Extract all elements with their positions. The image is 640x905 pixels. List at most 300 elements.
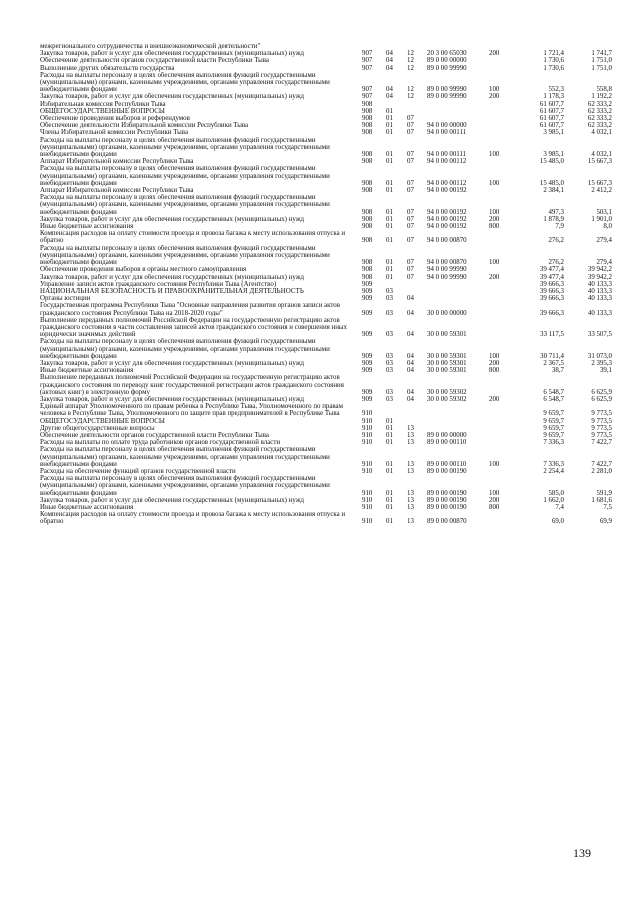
row-grbs-code: 908 bbox=[362, 122, 373, 130]
row-name: Расходы на выплаты персоналу в целях обеспечения выполнения функций государственными (муниципальными) органами, казенными учреждениями, органами управления государственными внебюджетными фондами bbox=[40, 165, 330, 187]
row-expense-type-code: 100 bbox=[489, 86, 500, 94]
row-amount-year-1: 9 659,7 bbox=[543, 431, 564, 439]
row-name: Закупка товаров, работ и услуг для обеспечения государственных (муниципальных) нужд bbox=[40, 496, 304, 504]
row-amount-year-2: 9 773,5 bbox=[591, 431, 612, 439]
table-row bbox=[40, 245, 612, 267]
row-expense-type-code bbox=[489, 65, 519, 72]
table-row bbox=[40, 504, 612, 511]
row-grbs-code: 910 bbox=[362, 489, 373, 497]
row-target-article-code: 94 0 00 00192 bbox=[427, 223, 467, 231]
row-target-article-code bbox=[427, 115, 489, 122]
row-section-code: 04 bbox=[386, 64, 393, 72]
row-amount-year-2: 40 133,3 bbox=[587, 287, 612, 295]
row-subsection-code: 13 bbox=[407, 467, 414, 475]
row-subsection-code: 12 bbox=[407, 50, 414, 58]
row-section-code: 03 bbox=[386, 309, 393, 317]
row-target-article-code: 94 0 00 00111 bbox=[427, 151, 467, 159]
row-section-code: 03 bbox=[386, 388, 393, 396]
row-section-code: 03 bbox=[386, 295, 393, 303]
row-expense-type-code bbox=[489, 439, 519, 446]
row-section-code: 01 bbox=[386, 179, 393, 187]
row-amount-year-2: 279,4 bbox=[596, 259, 612, 267]
row-expense-type-code: 100 bbox=[489, 179, 500, 187]
row-section-code: 01 bbox=[386, 151, 393, 159]
row-subsection-code bbox=[407, 418, 427, 425]
row-subsection-code: 04 bbox=[407, 395, 414, 403]
row-target-article-code: 94 0 00 00112 bbox=[427, 158, 467, 166]
row-name: Расходы на выплаты персоналу в целях обеспечения выполнения функций государственными (муниципальными) органами, казенными учреждениями, органами управления государственными внебюджетными фондами bbox=[40, 446, 330, 468]
row-target-article-code bbox=[427, 288, 489, 295]
row-expense-type-code bbox=[489, 122, 519, 129]
row-name: Избирательная комиссия Республики Тыва bbox=[40, 100, 166, 108]
row-amount-year-2: 62 333,2 bbox=[587, 122, 612, 130]
row-amount-year-1: 276,2 bbox=[548, 259, 564, 267]
row-name: Компенсация расходов на оплату стоимости проезда и провоза багажа к месту использования отпуска и обратно bbox=[40, 511, 346, 526]
row-grbs-code: 908 bbox=[362, 129, 373, 137]
row-amount-year-2: 9 773,5 bbox=[591, 410, 612, 418]
row-name: Иные бюджетные ассигнования bbox=[40, 367, 134, 375]
row-target-article-code bbox=[427, 108, 489, 115]
row-grbs-code: 907 bbox=[362, 86, 373, 94]
row-target-article-code: 94 0 00 99990 bbox=[427, 273, 467, 281]
row-name: ОБЩЕГОСУДАРСТВЕННЫЕ ВОПРОСЫ bbox=[40, 417, 165, 425]
row-name: Единый аппарат Уполномоченного по правам ребенка в Республике Тыва, Уполномоченного по правам человека в Республике Тыва, Уполномоченного по защите прав предпринимателей в Республике Тыва bbox=[40, 403, 343, 418]
row-subsection-code: 04 bbox=[407, 359, 414, 367]
row-grbs-code: 910 bbox=[362, 424, 373, 432]
row-target-article-code: 89 0 00 00870 bbox=[427, 518, 467, 526]
row-target-article-code: 30 0 00 59301 bbox=[427, 352, 467, 360]
row-section-code: 01 bbox=[386, 208, 393, 216]
row-amount-year-1: 39 666,3 bbox=[539, 287, 564, 295]
row-amount-year-2: 2 395,3 bbox=[591, 359, 612, 367]
row-target-article-code: 30 0 00 59301 bbox=[427, 331, 467, 339]
row-name: Компенсация расходов на оплату стоимости проезда и провоза багажа к месту использования отпуска и обратно bbox=[40, 230, 346, 245]
row-expense-type-code bbox=[489, 317, 519, 339]
row-amount-year-1: 497,3 bbox=[548, 208, 564, 216]
row-amount-year-2: 1 901,0 bbox=[591, 215, 612, 223]
row-subsection-code: 04 bbox=[407, 331, 414, 339]
row-amount-year-2: 8,0 bbox=[603, 223, 612, 231]
row-grbs-code: 908 bbox=[362, 107, 373, 115]
row-amount-year-2: 2 412,2 bbox=[591, 187, 612, 195]
row-amount-year-1: 39 477,4 bbox=[539, 266, 564, 274]
row-grbs-code: 910 bbox=[362, 439, 373, 447]
row-expense-type-code bbox=[489, 418, 519, 425]
row-section-code bbox=[386, 101, 407, 108]
row-expense-type-code: 200 bbox=[489, 496, 500, 504]
row-target-article-code: 30 0 00 59301 bbox=[427, 359, 467, 367]
row-name: Расходы на выплаты персоналу в целях обеспечения выполнения функций государственными (муниципальными) органами, казенными учреждениями, органами управления государственными внебюджетными фондами bbox=[40, 475, 330, 497]
row-amount-year-2: 69,9 bbox=[599, 518, 612, 526]
row-amount-year-1: 6 548,7 bbox=[543, 388, 564, 396]
row-expense-type-code bbox=[489, 281, 519, 288]
row-section-code: 01 bbox=[386, 496, 393, 504]
row-subsection-code: 07 bbox=[407, 129, 414, 137]
row-amount-year-2: 503,1 bbox=[596, 208, 612, 216]
table-row bbox=[40, 101, 612, 108]
table-row bbox=[40, 295, 612, 302]
table-row bbox=[40, 446, 612, 468]
row-name: Иные бюджетные ассигнования bbox=[40, 504, 134, 511]
row-expense-type-code bbox=[489, 288, 519, 295]
row-subsection-code: 04 bbox=[407, 367, 414, 375]
row-subsection-code: 13 bbox=[407, 504, 414, 511]
row-expense-type-code: 200 bbox=[489, 215, 500, 223]
row-target-article-code bbox=[427, 43, 489, 50]
row-section-code: 01 bbox=[386, 417, 393, 425]
row-amount-year-1: 9 659,7 bbox=[543, 417, 564, 425]
table-row bbox=[40, 122, 612, 129]
row-amount-year-1: 276,2 bbox=[548, 237, 564, 245]
row-section-code: 01 bbox=[386, 158, 393, 166]
row-grbs-code: 908 bbox=[362, 100, 373, 108]
row-grbs-code: 907 bbox=[362, 50, 373, 58]
row-subsection-code: 04 bbox=[407, 309, 414, 317]
row-grbs-code: 908 bbox=[362, 273, 373, 281]
row-subsection-code: 13 bbox=[407, 460, 414, 468]
row-section-code: 01 bbox=[386, 115, 393, 123]
row-section-code: 01 bbox=[386, 223, 393, 231]
row-target-article-code: 94 0 00 99990 bbox=[427, 266, 467, 274]
row-grbs-code: 909 bbox=[362, 352, 373, 360]
row-amount-year-1: 15 485,0 bbox=[539, 179, 564, 187]
row-target-article-code bbox=[427, 281, 489, 288]
row-amount-year-2: 1 751,0 bbox=[591, 57, 612, 65]
row-amount-year-1: 61 607,7 bbox=[539, 115, 564, 123]
table-row bbox=[40, 137, 612, 159]
row-section-code: 01 bbox=[386, 489, 393, 497]
row-subsection-code: 07 bbox=[407, 122, 414, 130]
page-number: 139 bbox=[573, 846, 591, 860]
row-section-code: 03 bbox=[386, 367, 393, 375]
row-amount-year-1: 39 477,4 bbox=[539, 273, 564, 281]
row-amount-year-1: 39 666,3 bbox=[539, 309, 564, 317]
row-expense-type-code bbox=[489, 187, 519, 194]
row-amount-year-1: 61 607,7 bbox=[539, 122, 564, 130]
row-amount-year-1: 38,7 bbox=[551, 367, 564, 375]
row-name: Органы юстиции bbox=[40, 295, 91, 303]
row-name: Закупка товаров, работ и услуг для обеспечения государственных (муниципальных) нужд bbox=[40, 273, 304, 281]
row-amount-year-1: 9 659,7 bbox=[543, 424, 564, 432]
row-name: Иные бюджетные ассигнования bbox=[40, 223, 134, 231]
row-target-article-code: 30 0 00 59301 bbox=[427, 367, 467, 375]
row-amount-year-2: 15 667,3 bbox=[587, 158, 612, 166]
row-expense-type-code: 200 bbox=[489, 93, 500, 101]
row-section-code: 03 bbox=[386, 352, 393, 360]
row-grbs-code: 909 bbox=[362, 295, 373, 303]
row-expense-type-code bbox=[489, 108, 519, 115]
row-expense-type-code bbox=[489, 57, 519, 64]
row-amount-year-1: 7 336,3 bbox=[543, 460, 564, 468]
row-grbs-code: 908 bbox=[362, 259, 373, 267]
table-row bbox=[40, 129, 612, 136]
row-section-code: 01 bbox=[386, 273, 393, 281]
row-name: Обеспечение проведения выборов и референдумов bbox=[40, 115, 190, 123]
row-amount-year-2: 1 751,0 bbox=[591, 64, 612, 72]
row-grbs-code: 909 bbox=[362, 367, 373, 375]
row-subsection-code bbox=[407, 108, 427, 115]
row-amount-year-1: 3 985,1 bbox=[543, 151, 564, 159]
row-grbs-code: 910 bbox=[362, 410, 373, 418]
row-expense-type-code: 800 bbox=[489, 504, 500, 511]
row-subsection-code: 04 bbox=[407, 352, 414, 360]
row-grbs-code: 907 bbox=[362, 57, 373, 65]
row-amount-year-1: 39 666,3 bbox=[539, 280, 564, 288]
row-grbs-code: 909 bbox=[362, 309, 373, 317]
row-name: Закупка товаров, работ и услуг для обеспечения государственных (муниципальных) нужд bbox=[40, 215, 304, 223]
row-target-article-code: 94 0 00 00192 bbox=[427, 208, 467, 216]
row-target-article-code bbox=[427, 418, 489, 425]
row-expense-type-code: 200 bbox=[489, 273, 500, 281]
table-row bbox=[40, 288, 612, 295]
row-expense-type-code bbox=[489, 295, 519, 302]
row-subsection-code: 07 bbox=[407, 151, 414, 159]
row-section-code: 01 bbox=[386, 504, 393, 511]
row-target-article-code: 89 0 00 99990 bbox=[427, 93, 467, 101]
row-amount-year-2: 1 192,2 bbox=[591, 93, 612, 101]
row-amount-year-2: 4 032,1 bbox=[591, 151, 612, 159]
row-amount-year-1: 2 254,4 bbox=[543, 467, 564, 475]
row-grbs-code: 907 bbox=[362, 93, 373, 101]
row-expense-type-code: 200 bbox=[489, 395, 500, 403]
row-subsection-code: 07 bbox=[407, 237, 414, 245]
budget-table bbox=[40, 43, 612, 526]
row-amount-year-2: 279,4 bbox=[596, 237, 612, 245]
row-section-code: 01 bbox=[386, 122, 393, 130]
row-amount-year-1: 1 662,0 bbox=[543, 496, 564, 504]
row-amount-year-2: 39 942,2 bbox=[587, 266, 612, 274]
table-row bbox=[40, 497, 612, 504]
row-amount-year-2: 558,8 bbox=[596, 86, 612, 94]
row-amount-year-1: 1 178,3 bbox=[543, 93, 564, 101]
row-target-article-code: 94 0 00 00192 bbox=[427, 215, 467, 223]
row-subsection-code bbox=[407, 101, 427, 108]
row-subsection-code: 07 bbox=[407, 266, 414, 274]
table-row bbox=[40, 187, 612, 194]
row-subsection-code: 13 bbox=[407, 518, 414, 526]
row-target-article-code: 89 0 00 00190 bbox=[427, 504, 467, 511]
row-amount-year-1: 61 607,7 bbox=[539, 107, 564, 115]
row-target-article-code bbox=[427, 425, 489, 432]
table-row bbox=[40, 266, 612, 273]
row-amount-year-1: 7 336,3 bbox=[543, 439, 564, 447]
row-grbs-code: 908 bbox=[362, 223, 373, 231]
table-row bbox=[40, 302, 612, 316]
row-subsection-code: 12 bbox=[407, 86, 414, 94]
row-amount-year-2: 7 422,7 bbox=[591, 439, 612, 447]
row-section-code: 01 bbox=[386, 215, 393, 223]
row-amount-year-1: 6 548,7 bbox=[543, 395, 564, 403]
row-subsection-code: 04 bbox=[407, 295, 414, 303]
row-name: Обеспечение проведения выборов в органы местного самоуправления bbox=[40, 266, 247, 274]
row-target-article-code: 89 0 00 00000 bbox=[427, 57, 467, 65]
row-amount-year-1: 552,3 bbox=[548, 86, 564, 94]
table-row bbox=[40, 439, 612, 446]
row-target-article-code: 30 0 00 59302 bbox=[427, 395, 467, 403]
row-expense-type-code bbox=[489, 129, 519, 136]
row-name: Другие общегосударственные вопросы bbox=[40, 424, 155, 432]
row-grbs-code: 909 bbox=[362, 280, 373, 288]
row-target-article-code: 89 0 00 99990 bbox=[427, 64, 467, 72]
row-grbs-code: 910 bbox=[362, 518, 373, 526]
row-grbs-code: 907 bbox=[362, 64, 373, 72]
row-section-code: 03 bbox=[386, 395, 393, 403]
row-amount-year-2: 9 773,5 bbox=[591, 424, 612, 432]
table-row bbox=[40, 367, 612, 374]
row-name: Закупка товаров, работ и услуг для обеспечения государственных (муниципальных) нужд bbox=[40, 359, 304, 367]
row-section-code bbox=[386, 403, 407, 417]
row-amount-year-1: 33 117,5 bbox=[540, 331, 564, 339]
row-amount-year-1: 7,4 bbox=[555, 504, 564, 511]
row-expense-type-code bbox=[489, 403, 519, 417]
row-name: Расходы на выплаты персоналу в целях обеспечения выполнения функций государственными (муниципальными) органами, казенными учреждениями, органами управления государственными внебюджетными фондами bbox=[40, 244, 330, 267]
table-row bbox=[40, 93, 612, 100]
row-grbs-code: 910 bbox=[362, 496, 373, 504]
row-subsection-code bbox=[407, 281, 427, 288]
row-subsection-code: 07 bbox=[407, 208, 414, 216]
row-target-article-code: 89 0 00 00190 bbox=[427, 496, 467, 504]
row-target-article-code bbox=[427, 295, 489, 302]
row-amount-year-1: 1 730,6 bbox=[543, 57, 564, 65]
row-amount-year-2: 62 333,2 bbox=[587, 115, 612, 123]
row-amount-year-2: 40 133,3 bbox=[587, 309, 612, 317]
row-amount-year-1: 1 730,6 bbox=[543, 64, 564, 72]
row-section-code: 01 bbox=[386, 187, 393, 195]
row-grbs-code: 910 bbox=[362, 467, 373, 475]
row-name: межрегионального сотрудничества и внешнеэкономической деятельности" bbox=[40, 43, 261, 50]
row-subsection-code: 13 bbox=[407, 496, 414, 504]
table-row bbox=[40, 274, 612, 281]
row-grbs-code: 908 bbox=[362, 151, 373, 159]
row-grbs-code: 908 bbox=[362, 115, 373, 123]
row-section-code: 01 bbox=[386, 424, 393, 432]
row-expense-type-code: 100 bbox=[489, 151, 500, 159]
row-section-code: 04 bbox=[386, 93, 393, 101]
table-row bbox=[40, 317, 612, 339]
row-name: Выполнение переданных полномочий Российской Федерации на государственную регистрацию актов гражданского состояния по переводу книг государственной регистрации актов гражданского состояния (актовых книг) в электронную форму bbox=[40, 374, 344, 396]
row-grbs-code: 908 bbox=[362, 179, 373, 187]
row-name: Выполнение переданных полномочий Российской Федерации на государственную регистрацию актов гражданского состояния в части составления записей актов гражданского состояния и совершения иных юридически значимых действий bbox=[40, 316, 347, 339]
row-amount-year-2: 40 133,3 bbox=[587, 295, 612, 303]
row-subsection-code: 12 bbox=[407, 93, 414, 101]
row-subsection-code: 04 bbox=[407, 388, 414, 396]
row-section-code: 01 bbox=[386, 107, 393, 115]
row-amount-year-2: 7,5 bbox=[603, 504, 612, 511]
row-grbs-code: 909 bbox=[362, 388, 373, 396]
row-grbs-code: 908 bbox=[362, 237, 373, 245]
row-expense-type-code bbox=[489, 101, 519, 108]
row-name: Расходы на выплаты персоналу в целях обеспечения выполнения функций государственными (муниципальными) органами, казенными учреждениями, органами управления государственными внебюджетными фондами bbox=[40, 71, 330, 94]
budget-table-body bbox=[40, 43, 612, 526]
row-section-code: 01 bbox=[386, 237, 393, 245]
row-expense-type-code: 200 bbox=[489, 359, 500, 367]
row-name: Обеспечение деятельности Избирательной комиссии Республики Тыва bbox=[40, 122, 249, 130]
row-section-code: 04 bbox=[386, 50, 393, 58]
row-subsection-code bbox=[407, 43, 427, 50]
table-row bbox=[40, 165, 612, 187]
row-section-code: 01 bbox=[386, 431, 393, 439]
row-expense-type-code bbox=[489, 158, 519, 165]
row-expense-type-code bbox=[489, 468, 519, 475]
table-row bbox=[40, 158, 612, 165]
row-grbs-code: 908 bbox=[362, 266, 373, 274]
row-name: Расходы на выплаты персоналу в целях обеспечения выполнения функций государственными (муниципальными) органами, казенными учреждениями, органами управления государственными внебюджетными фондами bbox=[40, 338, 330, 360]
row-grbs-code: 910 bbox=[362, 417, 373, 425]
row-target-article-code: 30 0 00 59302 bbox=[427, 388, 467, 396]
row-subsection-code: 07 bbox=[407, 259, 414, 267]
row-section-code: 01 bbox=[386, 259, 393, 267]
row-expense-type-code: 100 bbox=[489, 208, 500, 216]
row-expense-type-code bbox=[489, 115, 519, 122]
row-amount-year-2: 33 507,5 bbox=[587, 331, 612, 339]
row-expense-type-code: 100 bbox=[489, 489, 500, 497]
row-section-code: 01 bbox=[386, 266, 393, 274]
table-row bbox=[40, 72, 612, 94]
row-section-code: 04 bbox=[386, 86, 393, 94]
row-amount-year-2: 9 773,5 bbox=[591, 417, 612, 425]
row-amount-year-1: 3 985,1 bbox=[543, 129, 564, 137]
row-target-article-code bbox=[427, 403, 489, 417]
row-target-article-code: 89 0 00 00110 bbox=[427, 460, 467, 468]
row-name: Аппарат Избирательной комиссии Республики Тыва bbox=[40, 158, 194, 166]
row-section-code bbox=[386, 281, 407, 288]
table-row bbox=[40, 50, 612, 57]
row-section-code: 01 bbox=[386, 439, 393, 447]
row-expense-type-code bbox=[489, 302, 519, 316]
row-target-article-code: 94 0 00 00192 bbox=[427, 187, 467, 195]
row-target-article-code: 94 0 00 00112 bbox=[427, 179, 467, 187]
row-amount-year-2: 1 681,6 bbox=[591, 496, 612, 504]
row-expense-type-code bbox=[489, 432, 519, 439]
row-amount-year-2: 15 667,3 bbox=[587, 179, 612, 187]
row-subsection-code: 12 bbox=[407, 64, 414, 72]
row-grbs-code: 908 bbox=[362, 187, 373, 195]
row-name: ОБЩЕГОСУДАРСТВЕННЫЕ ВОПРОСЫ bbox=[40, 107, 165, 115]
row-target-article-code: 89 0 00 00110 bbox=[427, 439, 467, 447]
row-target-article-code: 94 0 00 00870 bbox=[427, 237, 467, 245]
row-subsection-code bbox=[407, 288, 427, 295]
row-grbs-code: 910 bbox=[362, 460, 373, 468]
row-amount-year-1: 1 721,4 bbox=[543, 50, 564, 58]
row-amount-year-2: 6 625,9 bbox=[591, 395, 612, 403]
row-amount-year-2 bbox=[564, 43, 612, 50]
row-amount-year-1: 30 711,4 bbox=[540, 352, 564, 360]
row-amount-year-1: 15 485,0 bbox=[539, 158, 564, 166]
row-subsection-code: 13 bbox=[407, 489, 414, 497]
row-target-article-code: 89 0 00 99990 bbox=[427, 86, 467, 94]
row-subsection-code: 13 bbox=[407, 424, 414, 432]
row-subsection-code: 07 bbox=[407, 215, 414, 223]
row-amount-year-2: 31 073,0 bbox=[587, 352, 612, 360]
row-amount-year-2: 7 422,7 bbox=[591, 460, 612, 468]
table-row bbox=[40, 281, 612, 288]
row-amount-year-1: 585,0 bbox=[548, 489, 564, 497]
row-amount-year-1: 9 659,7 bbox=[543, 410, 564, 418]
row-section-code bbox=[386, 43, 407, 50]
table-row bbox=[40, 216, 612, 223]
row-grbs-code: 908 bbox=[362, 215, 373, 223]
row-subsection-code: 07 bbox=[407, 223, 414, 231]
row-grbs-code: 910 bbox=[362, 431, 373, 439]
table-row bbox=[40, 418, 612, 425]
row-expense-type-code: 200 bbox=[489, 50, 500, 58]
row-target-article-code: 89 0 00 00000 bbox=[427, 431, 467, 439]
table-row bbox=[40, 108, 612, 115]
row-amount-year-2: 6 625,9 bbox=[591, 388, 612, 396]
row-name: Расходы на выплаты персоналу в целях обеспечения выполнения функций государственными (муниципальными) органами, казенными учреждениями, органами управления государственными внебюджетными фондами bbox=[40, 136, 330, 159]
row-expense-type-code bbox=[489, 374, 519, 396]
row-subsection-code: 13 bbox=[407, 439, 414, 447]
